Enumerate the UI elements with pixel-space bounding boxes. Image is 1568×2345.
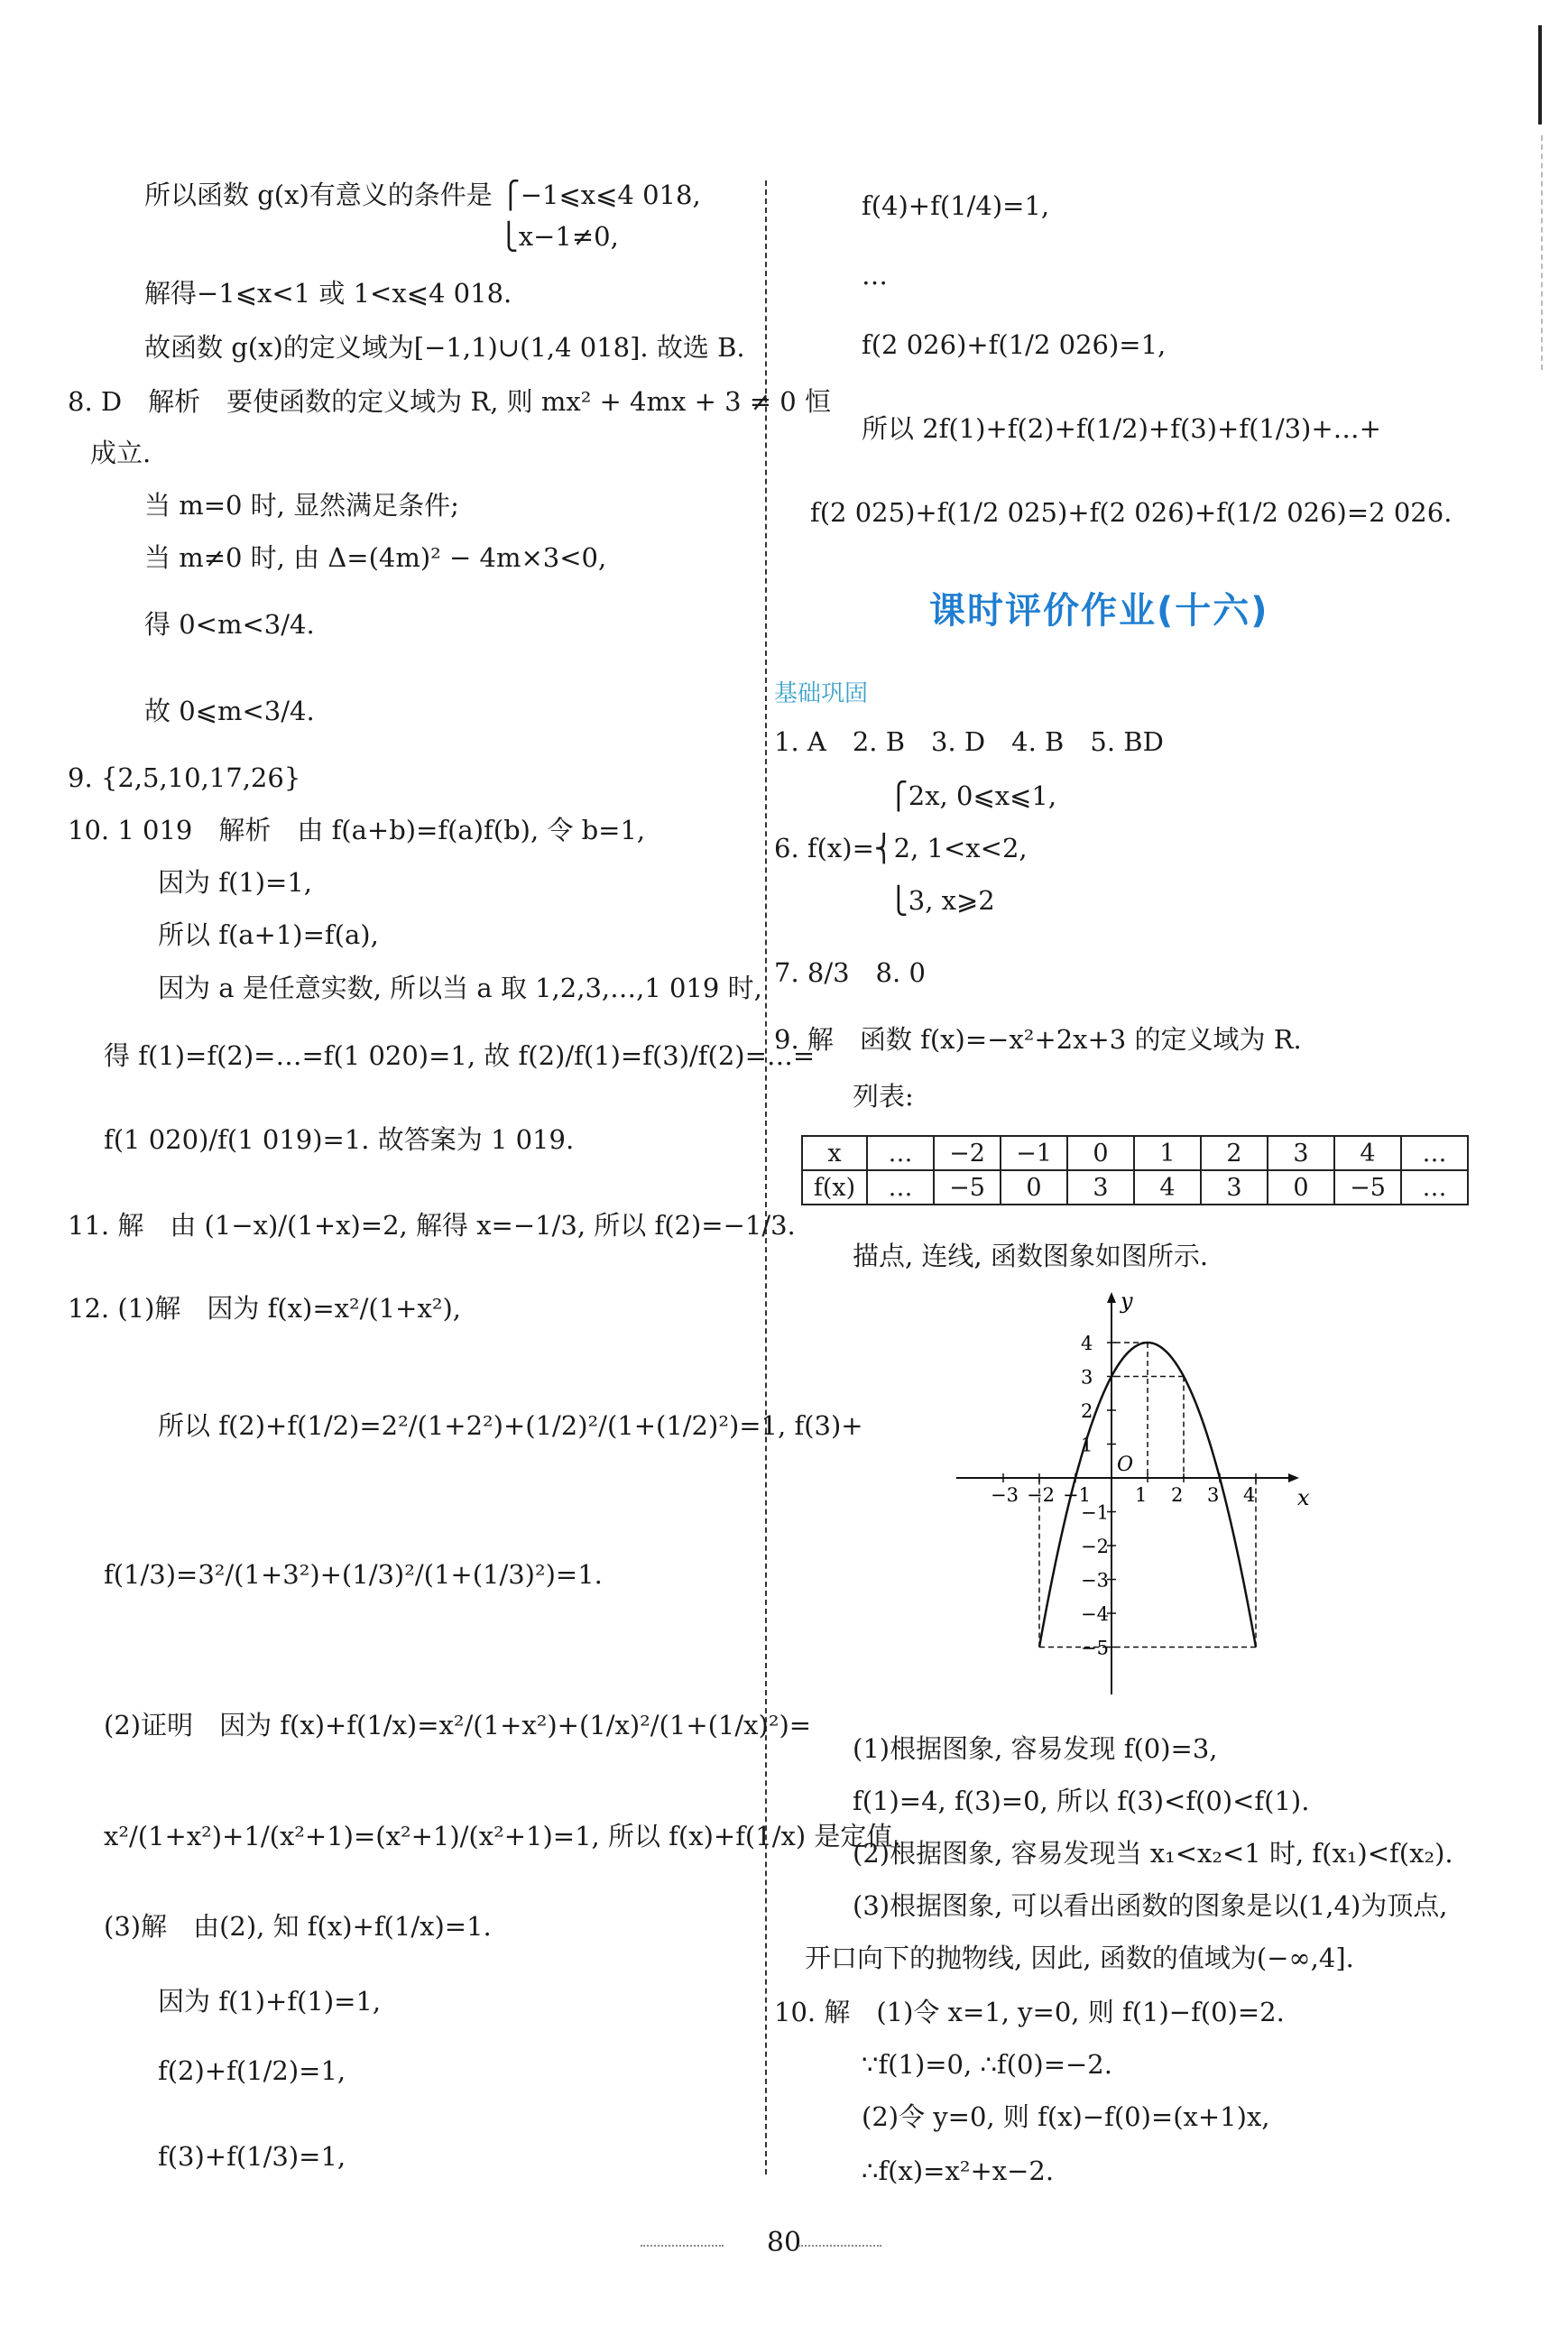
line: 8. D 解析 要使函数的定义域为 R, 则 mx² + 4mx + 3 ≠ 0 恒 bbox=[68, 386, 831, 417]
value-table bbox=[801, 1135, 1469, 1205]
table-cell: 1 bbox=[1134, 1136, 1201, 1170]
table-cell: 3 bbox=[1067, 1170, 1134, 1205]
line: f(2 025)+f(1/2 025)+f(2 026)+f(1/2 026)=2 026. bbox=[810, 497, 1453, 528]
page-edge-dashes bbox=[1541, 135, 1543, 370]
table-cell: −2 bbox=[934, 1136, 1001, 1170]
line: (3)解 由(2), 知 f(x)+f(1/x)=1. bbox=[104, 1911, 492, 1942]
line: 描点, 连线, 函数图象如图所示. bbox=[853, 1241, 1209, 1271]
line: (2)证明 因为 f(x)+f(1/x)=x²/(1+x²)+(1/x)²/(1+(1/x)²)= bbox=[104, 1710, 812, 1740]
line: 9. 解 函数 f(x)=−x²+2x+3 的定义域为 R. bbox=[774, 1024, 1302, 1055]
line: 所以函数 g(x)有意义的条件是 ⎧−1⩽x⩽4 018, bbox=[144, 180, 701, 210]
line: f(1 020)/f(1 019)=1. 故答案为 1 019. bbox=[104, 1124, 575, 1155]
table-cell: 3 bbox=[1201, 1170, 1268, 1205]
y-tick-label: 2 bbox=[1081, 1400, 1093, 1422]
line: 开口向下的抛物线, 因此, 函数的值域为(−∞,4]. bbox=[805, 1943, 1354, 1973]
line: 1. A 2. B 3. D 4. B 5. BD bbox=[774, 726, 1164, 757]
y-tick-label: −2 bbox=[1081, 1536, 1109, 1557]
line: 因为 a 是任意实数, 所以当 a 取 1,2,3,…,1 019 时, bbox=[158, 973, 762, 1003]
table-row bbox=[802, 1170, 1468, 1205]
line: (3)根据图象, 可以看出函数的图象是以(1,4)为顶点, bbox=[853, 1890, 1448, 1921]
line: 故函数 g(x)的定义域为[−1,1)∪(1,4 018]. 故选 B. bbox=[144, 332, 745, 363]
line: ⎧2x, 0⩽x⩽1, bbox=[889, 780, 1057, 811]
line: f(1)=4, f(3)=0, 所以 f(3)<f(0)<f(1). bbox=[853, 1786, 1310, 1816]
line: 7. 8/3 8. 0 bbox=[774, 957, 926, 988]
line: 6. f(x)=⎨2, 1<x<2, bbox=[774, 833, 1028, 863]
table-cell: 2 bbox=[1201, 1136, 1268, 1170]
table-cell: 3 bbox=[1268, 1136, 1334, 1170]
table-row bbox=[802, 1136, 1468, 1170]
line: (1)根据图象, 容易发现 f(0)=3, bbox=[853, 1733, 1218, 1764]
y-tick-label: −5 bbox=[1081, 1637, 1109, 1659]
table-cell: 0 bbox=[1268, 1170, 1334, 1205]
line: f(4)+f(1/4)=1, bbox=[862, 190, 1050, 221]
table-cell: −1 bbox=[1001, 1136, 1067, 1170]
line: 12. (1)解 因为 f(x)=x²/(1+x²), bbox=[68, 1293, 461, 1324]
x-axis-label: x bbox=[1297, 1485, 1310, 1510]
line: 所以 2f(1)+f(2)+f(1/2)+f(3)+f(1/3)+…+ bbox=[862, 413, 1381, 444]
parabola-graph bbox=[947, 1288, 1308, 1703]
line: (2)根据图象, 容易发现当 x₁<x₂<1 时, f(x₁)<f(x₂). bbox=[853, 1838, 1453, 1869]
line: … bbox=[862, 260, 888, 291]
line: 解得−1⩽x<1 或 1<x⩽4 018. bbox=[144, 278, 512, 309]
line: 因为 f(1)+f(1)=1, bbox=[158, 1986, 382, 2017]
table-cell: f(x) bbox=[802, 1170, 867, 1205]
line: 故 0⩽m<3/4. bbox=[144, 696, 315, 726]
table-cell: 0 bbox=[1001, 1170, 1067, 1205]
table-cell: −5 bbox=[1334, 1170, 1401, 1205]
line: f(3)+f(1/3)=1, bbox=[158, 2141, 346, 2172]
line: ∴f(x)=x²+x−2. bbox=[862, 2156, 1055, 2186]
line: 11. 解 由 (1−x)/(1+x)=2, 解得 x=−1/3, 所以 f(2)=−1/3. bbox=[68, 1210, 796, 1241]
section-title: 基础巩固 bbox=[774, 680, 869, 707]
line: 所以 f(a+1)=f(a), bbox=[158, 919, 379, 950]
line: 当 m=0 时, 显然满足条件; bbox=[144, 490, 459, 521]
page-edge-mark bbox=[1538, 25, 1542, 125]
line: (2)令 y=0, 则 f(x)−f(0)=(x+1)x, bbox=[862, 2101, 1270, 2132]
column-divider bbox=[765, 180, 767, 2174]
table-cell: 0 bbox=[1067, 1136, 1134, 1170]
y-tick-label: 1 bbox=[1081, 1434, 1093, 1456]
x-tick-label: 3 bbox=[1207, 1484, 1220, 1506]
line: 当 m≠0 时, 由 Δ=(4m)² − 4m×3<0, bbox=[144, 542, 607, 573]
line: f(2)+f(1/2)=1, bbox=[158, 2055, 346, 2086]
x-tick-label: 1 bbox=[1135, 1484, 1148, 1506]
line: 得 0<m<3/4. bbox=[144, 609, 315, 640]
y-tick-label: −3 bbox=[1081, 1569, 1109, 1592]
table-cell: … bbox=[867, 1136, 934, 1170]
line: 得 f(1)=f(2)=…=f(1 020)=1, 故 f(2)/f(1)=f(3)/f(2)=…= bbox=[104, 1040, 816, 1071]
x-tick-label: −2 bbox=[1027, 1484, 1055, 1506]
line: ⎩x−1≠0, bbox=[499, 221, 619, 252]
x-tick-label: −1 bbox=[1063, 1484, 1091, 1506]
table-cell: −5 bbox=[934, 1170, 1001, 1205]
page-number-rule bbox=[798, 2245, 881, 2247]
line: 所以 f(2)+f(1/2)=2²/(1+2²)+(1/2)²/(1+(1/2)²)=1, f(3)+ bbox=[158, 1410, 863, 1441]
page-number: 80 bbox=[766, 2227, 802, 2258]
x-tick-label: 2 bbox=[1171, 1484, 1184, 1506]
line: 10. 1 019 解析 由 f(a+b)=f(a)f(b), 令 b=1, bbox=[68, 815, 646, 845]
x-tick-label: 4 bbox=[1243, 1484, 1256, 1506]
y-tick-label: 4 bbox=[1081, 1333, 1093, 1354]
line: 成立. bbox=[90, 438, 152, 468]
y-axis-label: y bbox=[1121, 1288, 1133, 1314]
table-cell: … bbox=[1401, 1170, 1468, 1205]
line: 列表: bbox=[853, 1081, 914, 1112]
y-axis-arrow-icon bbox=[1107, 1292, 1116, 1303]
line: 9. {2,5,10,17,26} bbox=[68, 762, 301, 793]
line: x²/(1+x²)+1/(x²+1)=(x²+1)/(x²+1)=1, 所以 f(x)+f(1/x) 是定值. bbox=[104, 1821, 901, 1851]
line: 10. 解 (1)令 x=1, y=0, 则 f(1)−f(0)=2. bbox=[774, 1997, 1285, 2027]
table-cell: 4 bbox=[1334, 1136, 1401, 1170]
line: 因为 f(1)=1, bbox=[158, 867, 312, 898]
y-tick-label: −4 bbox=[1081, 1603, 1109, 1625]
table-cell: … bbox=[867, 1170, 934, 1205]
page-title: 课时评价作业(十六) bbox=[929, 590, 1269, 632]
line: f(1/3)=3²/(1+3²)+(1/3)²/(1+(1/3)²)=1. bbox=[104, 1559, 603, 1590]
table-cell: x bbox=[802, 1136, 867, 1170]
line: ∵f(1)=0, ∴f(0)=−2. bbox=[862, 2049, 1112, 2080]
y-tick-label: −1 bbox=[1081, 1501, 1109, 1524]
y-tick-label: 3 bbox=[1081, 1366, 1093, 1389]
table-cell: 4 bbox=[1134, 1170, 1201, 1205]
x-axis-arrow-icon bbox=[1288, 1473, 1299, 1482]
line: f(2 026)+f(1/2 026)=1, bbox=[862, 329, 1167, 360]
origin-label: O bbox=[1117, 1454, 1134, 1476]
table-cell: … bbox=[1401, 1136, 1468, 1170]
x-tick-label: −3 bbox=[991, 1484, 1019, 1506]
line: ⎩3, x⩾2 bbox=[889, 885, 995, 916]
